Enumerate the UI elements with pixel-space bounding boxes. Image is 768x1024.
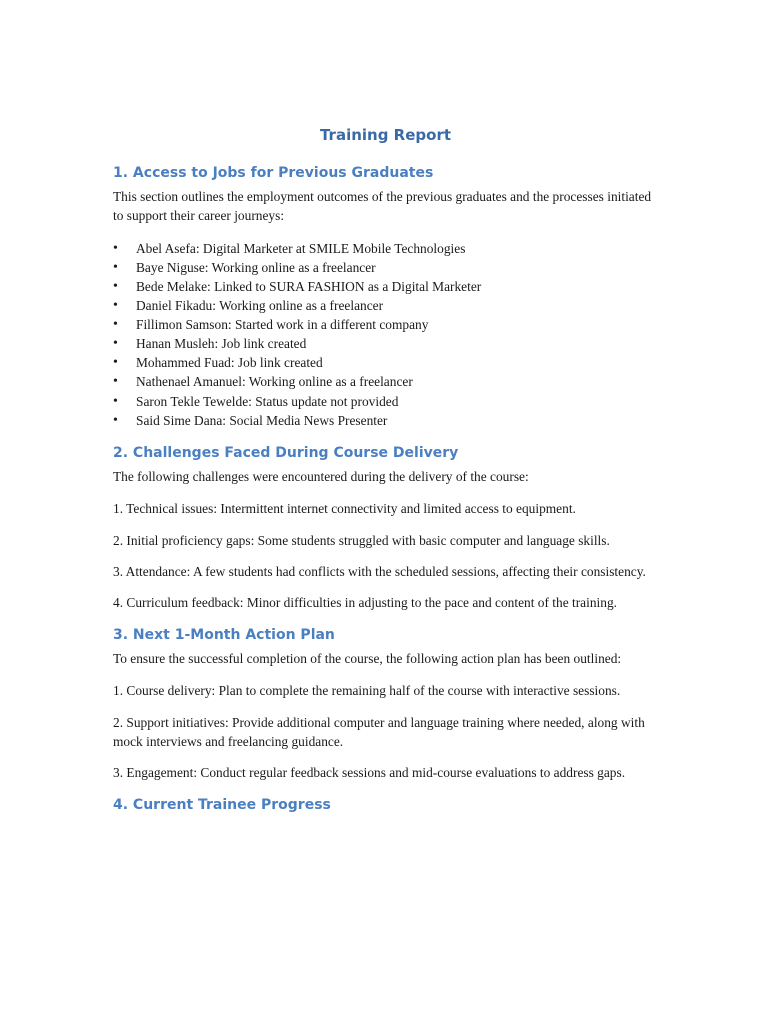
list-item-text: Daniel Fikadu: Working online as a freelancer bbox=[136, 298, 384, 314]
action-item: 1. Course delivery: Plan to complete the remaining half of the course with interactive sessions. bbox=[113, 683, 621, 699]
list-item bbox=[113, 315, 658, 334]
bullet-icon: • bbox=[113, 259, 118, 275]
bullet-icon: • bbox=[113, 393, 118, 409]
list-item bbox=[113, 296, 658, 315]
list-item bbox=[113, 392, 658, 411]
section-challenges bbox=[113, 443, 658, 613]
challenge-item: 2. Initial proficiency gaps: Some students struggled with basic computer and language skills. bbox=[113, 532, 610, 548]
challenge-item: 3. Attendance: A few students had conflicts with the scheduled sessions, affecting their consistency. bbox=[113, 563, 646, 579]
challenge-item: 1. Technical issues: Intermittent internet connectivity and limited access to equipment. bbox=[113, 501, 576, 517]
section-intro: To ensure the successful completion of the course, the following action plan has been outlined: bbox=[113, 650, 622, 666]
list-item bbox=[113, 239, 658, 258]
section-heading: 3. Next 1-Month Action Plan bbox=[113, 626, 335, 643]
challenge-item: 4. Curriculum feedback: Minor difficulties in adjusting to the pace and content of the training. bbox=[113, 595, 617, 611]
list-item bbox=[113, 353, 658, 372]
bullet-icon: • bbox=[113, 355, 118, 371]
bullet-icon: • bbox=[113, 374, 118, 390]
section-intro: This section outlines the employment outcomes of the previous graduates and the processes initiated to support their career journeys: bbox=[113, 189, 652, 224]
bullet-icon: • bbox=[113, 240, 118, 256]
section-trainee-progress bbox=[113, 795, 658, 815]
list-item-text: Abel Asefa: Digital Marketer at SMILE Mobile Technologies bbox=[136, 240, 466, 256]
section-heading: 1. Access to Jobs for Previous Graduates bbox=[113, 165, 434, 181]
list-item-text: Baye Niguse: Working online as a freelancer bbox=[136, 259, 376, 275]
section-access-to-jobs bbox=[113, 163, 658, 430]
list-item bbox=[113, 334, 658, 353]
list-item bbox=[113, 258, 658, 277]
bullet-icon: • bbox=[113, 298, 118, 314]
list-item-text: Hanan Musleh: Job link created bbox=[136, 336, 307, 352]
bullet-icon: • bbox=[113, 317, 118, 333]
graduates-list bbox=[113, 239, 658, 430]
list-item-text: Nathenael Amanuel: Working online as a freelancer bbox=[136, 374, 413, 390]
list-item bbox=[113, 411, 658, 430]
list-item bbox=[113, 277, 658, 296]
action-item: 2. Support initiatives: Provide additional computer and language training where needed, along with mock interviews and freelancing guidance. bbox=[113, 714, 645, 749]
bullet-icon: • bbox=[113, 412, 118, 428]
list-item-text: Saron Tekle Tewelde: Status update not provided bbox=[136, 393, 399, 409]
list-item-text: Said Sime Dana: Social Media News Presenter bbox=[136, 412, 388, 428]
list-item bbox=[113, 372, 658, 391]
action-item: 3. Engagement: Conduct regular feedback sessions and mid-course evaluations to address gaps. bbox=[113, 765, 626, 781]
section-heading: 2. Challenges Faced During Course Delivery bbox=[113, 444, 459, 461]
section-action-plan bbox=[113, 625, 658, 783]
list-item-text: Bede Melake: Linked to SURA FASHION as a Digital Marketer bbox=[136, 279, 482, 294]
bullet-icon: • bbox=[113, 336, 118, 352]
list-item-text: Mohammed Fuad: Job link created bbox=[136, 355, 323, 371]
document-title: Training Report bbox=[319, 126, 452, 144]
document-body bbox=[113, 124, 658, 819]
list-item-text: Fillimon Samson: Started work in a different company bbox=[136, 317, 429, 333]
section-intro: The following challenges were encountered during the delivery of the course: bbox=[113, 468, 529, 484]
bullet-icon: • bbox=[113, 279, 118, 294]
section-heading: 4. Current Trainee Progress bbox=[113, 796, 331, 813]
